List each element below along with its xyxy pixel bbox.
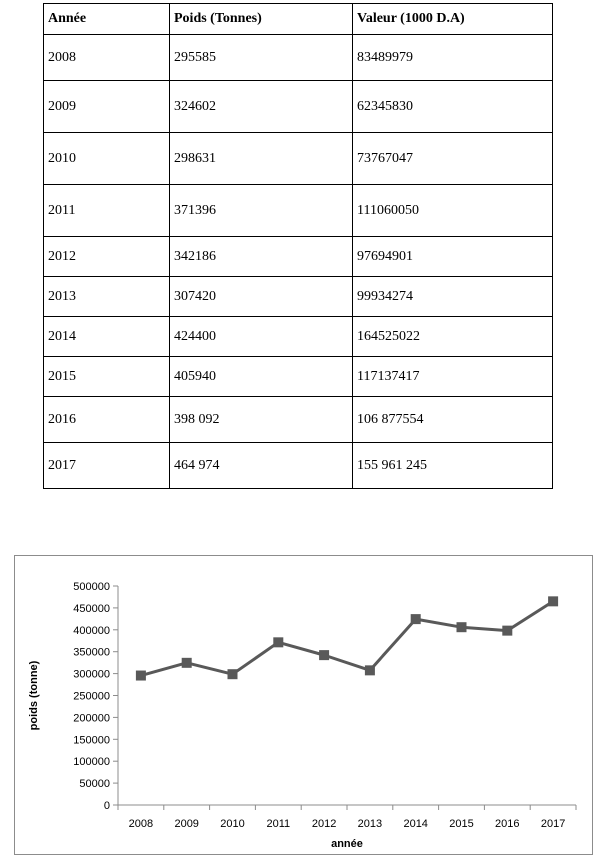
x-tick-label: 2010 — [220, 818, 245, 830]
cell-year: 2014 — [44, 317, 170, 357]
table-row — [44, 317, 553, 357]
table-row — [44, 397, 553, 443]
y-tick-label: 350000 — [73, 646, 110, 659]
cell-year: 2010 — [44, 133, 170, 185]
data-point-marker — [136, 671, 146, 681]
chart-container — [14, 555, 593, 855]
cell-year: 2011 — [44, 185, 170, 237]
data-point-marker — [457, 622, 467, 632]
y-tick-label: 100000 — [73, 756, 110, 769]
line-chart — [15, 556, 592, 854]
cell-value: 164525022 — [353, 317, 553, 357]
cell-weight: 307420 — [170, 277, 353, 317]
table-body — [44, 35, 553, 489]
x-tick-label: 2011 — [266, 818, 291, 830]
cell-year: 2017 — [44, 443, 170, 489]
header-value: Valeur (1000 D.A) — [353, 4, 553, 35]
table-row — [44, 185, 553, 237]
y-tick-label: 200000 — [73, 712, 110, 725]
cell-year: 2016 — [44, 397, 170, 443]
x-tick-label: 2008 — [128, 818, 154, 830]
cell-weight: 298631 — [170, 133, 353, 185]
cell-value: 111060050 — [353, 185, 553, 237]
cell-weight: 424400 — [170, 317, 353, 357]
table-row — [44, 277, 553, 317]
y-tick-label: 250000 — [73, 690, 110, 703]
x-tick-label: 2013 — [357, 818, 383, 830]
data-point-marker — [365, 665, 375, 675]
x-axis-ticks — [118, 805, 576, 830]
cell-year: 2012 — [44, 237, 170, 277]
data-point-marker — [319, 650, 329, 660]
x-tick-label: 2009 — [174, 818, 199, 830]
cell-year: 2013 — [44, 277, 170, 317]
y-tick-label: 500000 — [73, 581, 110, 593]
cell-year: 2015 — [44, 357, 170, 397]
data-point-marker — [411, 614, 421, 624]
header-weight: Poids (Tonnes) — [170, 4, 353, 35]
data-point-marker — [502, 626, 512, 636]
cell-value: 99934274 — [353, 277, 553, 317]
y-axis-ticks — [73, 581, 118, 812]
y-tick-label: 150000 — [73, 734, 110, 747]
table-row — [44, 357, 553, 397]
cell-year: 2008 — [44, 35, 170, 81]
cell-weight: 342186 — [170, 237, 353, 277]
data-point-marker — [182, 658, 192, 668]
cell-value: 97694901 — [353, 237, 553, 277]
cell-weight: 405940 — [170, 357, 353, 397]
table-row — [44, 81, 553, 133]
x-tick-label: 2015 — [449, 818, 474, 830]
header-year: Année — [44, 4, 170, 35]
x-tick-label: 2017 — [540, 818, 566, 830]
x-tick-label: 2014 — [403, 818, 428, 830]
x-tick-label: 2012 — [311, 818, 337, 830]
y-axis-title: poids (tonne) — [28, 660, 40, 731]
cell-value: 106 877554 — [353, 397, 553, 443]
table-row — [44, 133, 553, 185]
cell-year: 2009 — [44, 81, 170, 133]
x-axis-title: année — [331, 838, 363, 850]
data-point-marker — [228, 669, 238, 679]
y-tick-label: 300000 — [73, 668, 110, 681]
cell-weight: 398 092 — [170, 397, 353, 443]
y-tick-label: 450000 — [73, 602, 110, 615]
cell-value: 62345830 — [353, 81, 553, 133]
data-point-marker — [548, 596, 558, 606]
series-line — [141, 601, 553, 675]
cell-weight: 295585 — [170, 35, 353, 81]
table-row — [44, 443, 553, 489]
data-point-marker — [273, 637, 283, 647]
table-row — [44, 35, 553, 81]
data-table — [43, 3, 553, 489]
y-tick-label: 400000 — [73, 624, 110, 637]
cell-value: 73767047 — [353, 133, 553, 185]
cell-value: 117137417 — [353, 357, 553, 397]
cell-weight: 324602 — [170, 81, 353, 133]
cell-value: 83489979 — [353, 35, 553, 81]
y-tick-label: 50000 — [79, 778, 110, 791]
cell-value: 155 961 245 — [353, 443, 553, 489]
series-markers — [136, 596, 558, 680]
cell-weight: 464 974 — [170, 443, 353, 489]
x-tick-label: 2016 — [495, 818, 520, 830]
cell-weight: 371396 — [170, 185, 353, 237]
table-header-row — [44, 4, 553, 35]
table-row — [44, 237, 553, 277]
y-tick-label: 0 — [103, 800, 110, 812]
